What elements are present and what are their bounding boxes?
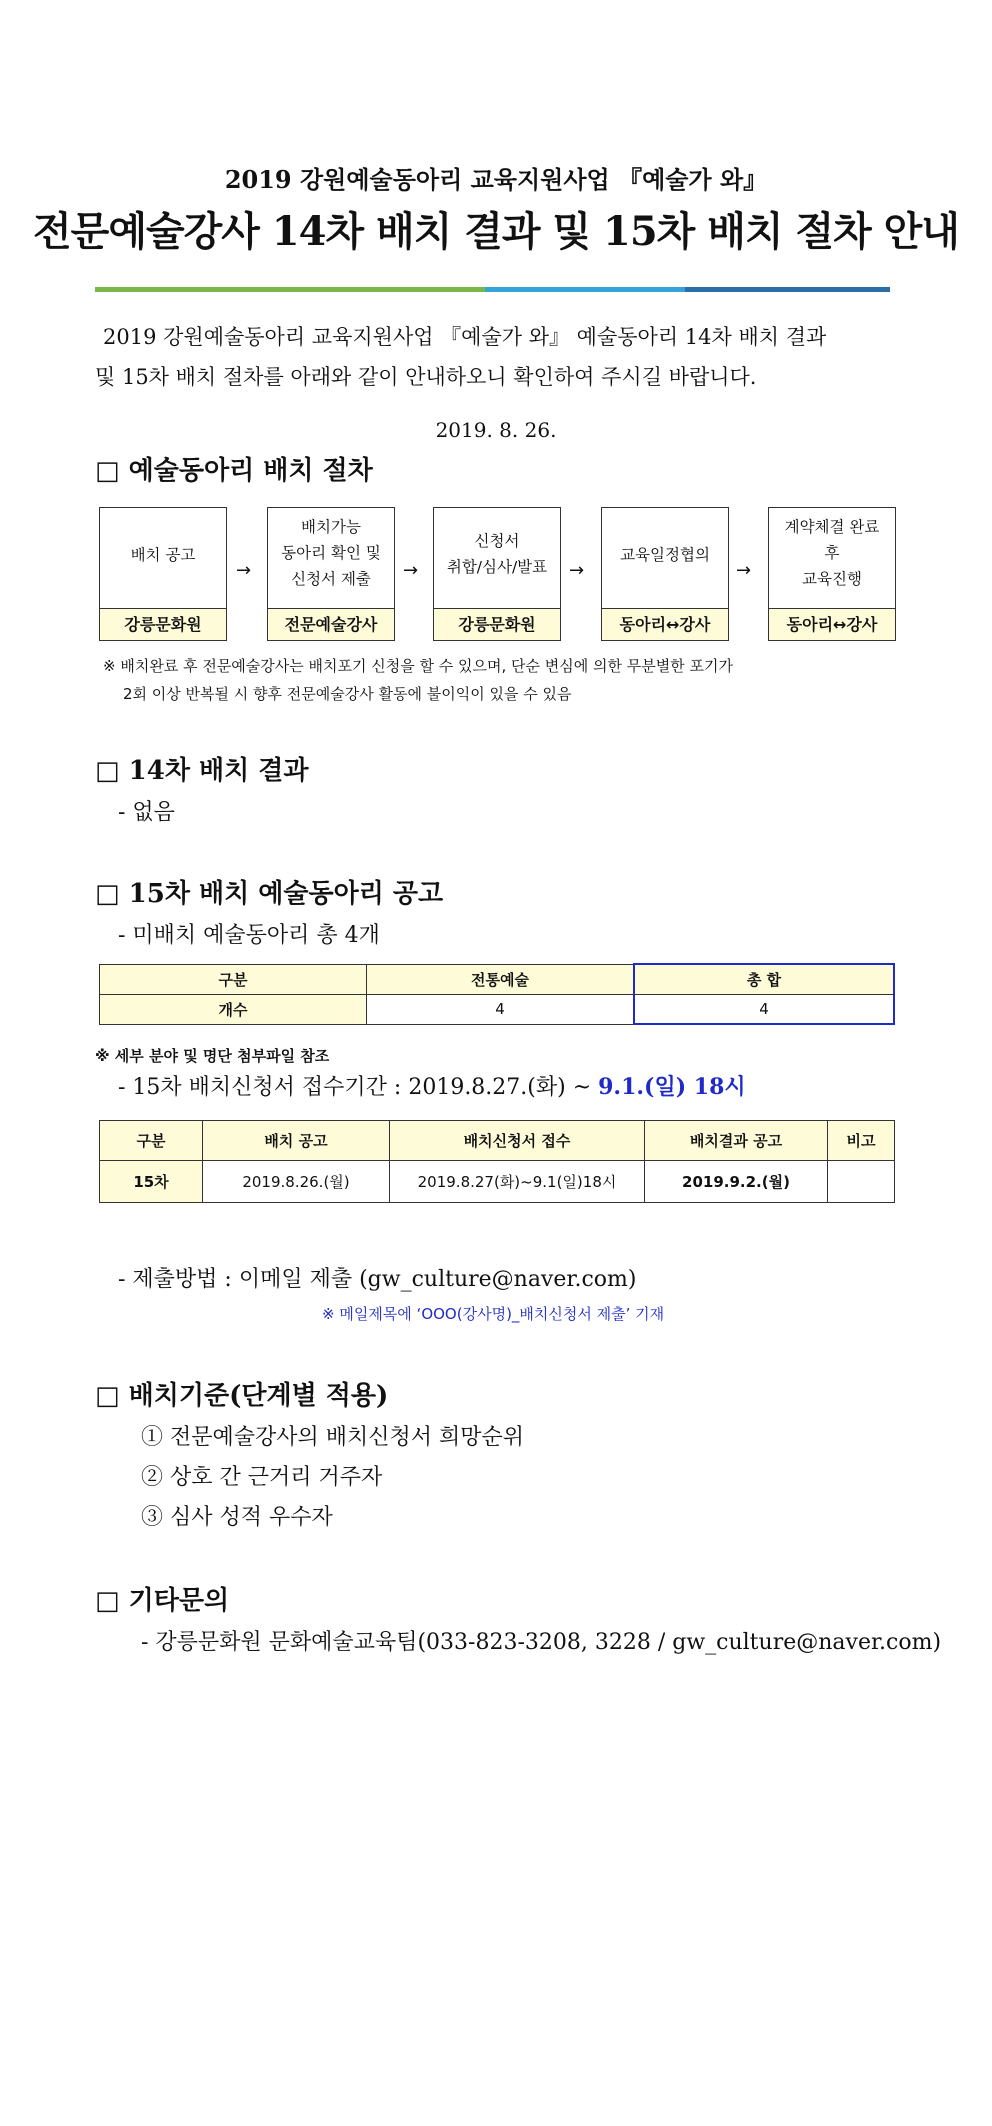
table-header-cell: 구분 bbox=[100, 964, 367, 994]
table-header-cell: 비고 bbox=[828, 1121, 895, 1161]
table-cell: 2019.9.2.(월) bbox=[645, 1161, 828, 1203]
submission-method: - 제출방법 : 이메일 제출 (gw_culture@naver.com) bbox=[118, 1267, 637, 1292]
section-title: 15차 배치 예술동아리 공고 bbox=[128, 879, 444, 909]
arrow-right-icon: → bbox=[736, 560, 752, 581]
process-step-label bbox=[268, 514, 394, 592]
section-heading-contact bbox=[95, 1580, 229, 1617]
process-step-label bbox=[769, 514, 895, 592]
process-step-line: 신청서 bbox=[474, 532, 520, 550]
process-step-label: 배치 공고 bbox=[130, 546, 196, 564]
section-title: 14차 배치 결과 bbox=[128, 756, 309, 786]
contact-info: - 강릉문화원 문화예술교육팀(033-823-3208, 3228 / gw_culture@naver.com) bbox=[141, 1630, 942, 1655]
process-step-owner: 전문예술강사 bbox=[268, 608, 394, 640]
procedure-note-line2: 2회 이상 반복될 시 향후 전문예술강사 활동에 불이익이 있을 수 있음 bbox=[123, 685, 572, 703]
table-header-cell: 배치결과 공고 bbox=[645, 1121, 828, 1161]
checkbox-square-icon: □ bbox=[95, 756, 120, 786]
process-step-2 bbox=[267, 507, 395, 641]
process-step-1 bbox=[99, 507, 227, 641]
table-cell bbox=[828, 1161, 895, 1203]
application-period-text: - 15차 배치신청서 접수기간 : 2019.8.27.(화) ~ bbox=[118, 1075, 599, 1100]
checkbox-square-icon: □ bbox=[95, 456, 120, 486]
table-header-row bbox=[100, 1121, 895, 1161]
section-title: 기타문의 bbox=[128, 1586, 230, 1616]
arrow-right-icon: → bbox=[569, 560, 585, 581]
table-cell: 4 bbox=[367, 994, 635, 1024]
process-step-owner: 강릉문화원 bbox=[100, 608, 226, 640]
criteria-item-2: ② 상호 간 근거리 거주자 bbox=[141, 1465, 383, 1490]
process-step-line: 취합/심사/발표 bbox=[446, 558, 548, 576]
table-cell: 개수 bbox=[100, 994, 367, 1024]
detail-note: ※ 세부 분야 및 명단 첨부파일 참조 bbox=[95, 1047, 330, 1065]
table-row bbox=[100, 1161, 895, 1203]
table-header-cell: 배치신청서 접수 bbox=[390, 1121, 645, 1161]
process-step-line: 동아리 확인 및 bbox=[281, 544, 381, 562]
schedule-table bbox=[99, 1120, 895, 1203]
process-step-owner: 동아리↔강사 bbox=[769, 608, 895, 640]
arrow-right-icon: → bbox=[403, 560, 419, 581]
table-header-row bbox=[100, 964, 895, 994]
process-step-5 bbox=[768, 507, 896, 641]
section-heading-result14 bbox=[95, 750, 309, 787]
table-header-cell: 배치 공고 bbox=[203, 1121, 390, 1161]
table-header-cell: 전통예술 bbox=[367, 964, 635, 994]
arrow-right-icon: → bbox=[236, 560, 252, 581]
process-step-line: 후 bbox=[824, 544, 840, 562]
process-step-line: 신청서 제출 bbox=[291, 570, 371, 588]
section-heading-procedure bbox=[95, 450, 373, 487]
document-subtitle: 2019 강원예술동아리 교육지원사업 『예술가 와』 bbox=[224, 165, 768, 194]
intro-paragraph-line2: 및 15차 배치 절차를 아래와 같이 안내하오니 확인하여 주시길 바랍니다. bbox=[95, 365, 757, 389]
criteria-item-1: ① 전문예술강사의 배치신청서 희망순위 bbox=[141, 1425, 525, 1450]
process-step-line: 계약체결 완료 bbox=[784, 518, 880, 536]
process-step-4 bbox=[601, 507, 729, 641]
title-rule-blue bbox=[685, 287, 890, 292]
process-step-owner: 동아리↔강사 bbox=[602, 608, 728, 640]
application-deadline: 9.1.(일) 18시 bbox=[598, 1074, 746, 1100]
section-title: 배치기준(단계별 적용) bbox=[128, 1381, 389, 1411]
table-cell: 2019.8.26.(월) bbox=[203, 1161, 390, 1203]
table-cell: 2019.8.27(화)~9.1(일)18시 bbox=[390, 1161, 645, 1203]
application-period bbox=[118, 1070, 746, 1101]
checkbox-square-icon: □ bbox=[95, 879, 120, 909]
title-rule-lightblue bbox=[485, 287, 685, 292]
section-title: 예술동아리 배치 절차 bbox=[128, 456, 373, 486]
table-row bbox=[100, 994, 895, 1024]
process-step-label bbox=[434, 528, 560, 580]
section-heading-notice15 bbox=[95, 873, 443, 910]
process-step-owner: 강릉문화원 bbox=[434, 608, 560, 640]
section-heading-criteria bbox=[95, 1375, 388, 1412]
notice-date: 2019. 8. 26. bbox=[435, 418, 557, 442]
checkbox-square-icon: □ bbox=[95, 1586, 120, 1616]
table-header-cell: 구분 bbox=[100, 1121, 203, 1161]
process-step-line: 배치가능 bbox=[301, 518, 361, 536]
result14-item: - 없음 bbox=[118, 800, 175, 825]
document-title: 전문예술강사 14차 배치 결과 및 15차 배치 절차 안내 bbox=[33, 208, 959, 255]
table-cell: 4 bbox=[634, 994, 894, 1024]
checkbox-square-icon: □ bbox=[95, 1381, 120, 1411]
process-step-line: 교육진행 bbox=[802, 570, 862, 588]
criteria-item-3: ③ 심사 성적 우수자 bbox=[141, 1505, 333, 1530]
submission-note: ※ 메일제목에 ‘OOO(강사명)_배치신청서 제출’ 기재 bbox=[322, 1305, 665, 1323]
title-rule-green bbox=[95, 287, 485, 292]
process-step-3 bbox=[433, 507, 561, 641]
procedure-note-line1: ※ 배치완료 후 전문예술강사는 배치포기 신청을 할 수 있으며, 단순 변심에 의한 무분별한 포기가 bbox=[103, 657, 733, 675]
club-count-table bbox=[99, 963, 895, 1025]
intro-paragraph-line1: 2019 강원예술동아리 교육지원사업 『예술가 와』 예술동아리 14차 배치 결과 bbox=[103, 325, 827, 349]
table-cell: 15차 bbox=[100, 1161, 203, 1203]
process-step-label: 교육일정협의 bbox=[620, 546, 710, 564]
table-header-cell: 총 합 bbox=[634, 964, 894, 994]
notice15-item: - 미배치 예술동아리 총 4개 bbox=[118, 923, 380, 948]
